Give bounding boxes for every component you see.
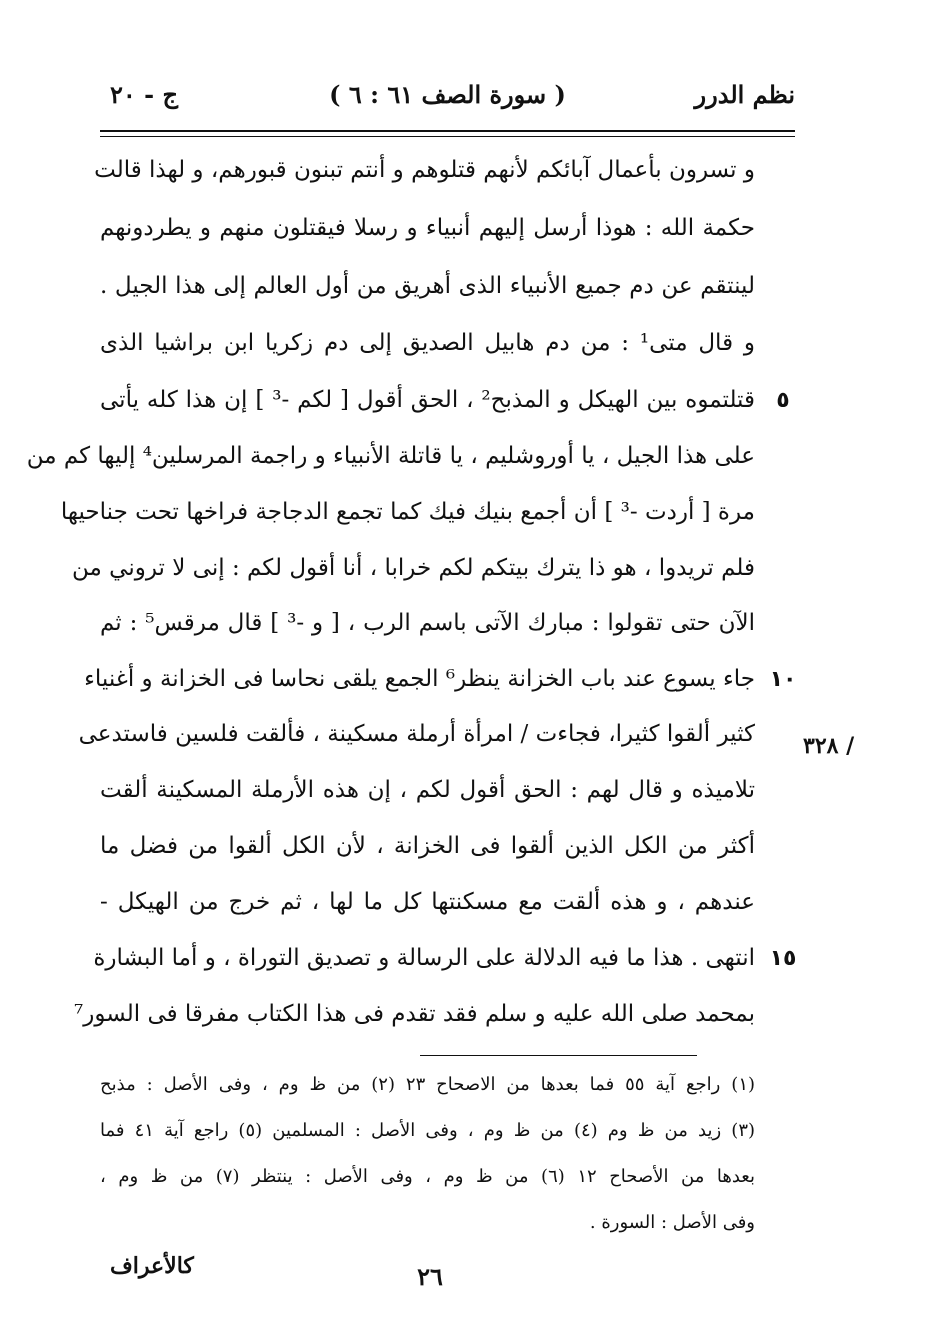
- line-number-10: ١٠: [769, 667, 797, 692]
- body-line: جاء يسوع عند باب الخزانة ينظر⁶ الجمع يلقى نحاسا فى الخزانة و أغنياء: [84, 666, 755, 692]
- footnote-separator: [420, 1055, 697, 1056]
- body-line: و تسرون بأعمال آبائكم لأنهم قتلوهم و أنتم تبنون قبورهم، و لهذا قالت: [94, 157, 755, 183]
- body-line: مرة [ أردت -³ ] أن أجمع بنيك فيك كما تجمع الدجاجة فراخها تحت جناحيها: [60, 499, 755, 525]
- manuscript-folio-marker: / ٣٢٨: [803, 733, 855, 759]
- footnote-line: وفى الأصل : السورة .: [589, 1212, 755, 1233]
- body-line: عندهم ، و هذه ألقت مع مسكنتها كل ما لها ، ثم خرج من الهيكل -: [100, 889, 755, 915]
- header-rule-thick: [100, 130, 795, 132]
- footnote-line: (١) راجع آية ٥٥ فما بعدها من الاصحاح ٢٣ (٢) من ظ وم ، وفى الأصل : مذبح: [100, 1074, 756, 1095]
- body-line: الآن حتى تقولوا : مبارك الآتى باسم الرب ، [ و -³ ] قال مرقس⁵ : ثم: [100, 610, 755, 636]
- body-line: كثير ألقوا كثيرا، فجاءت / امرأة أرملة مسكينة ، فألقت فلسين فاستدعى: [78, 721, 755, 747]
- body-line: أكثر من الكل الذين ألقوا فى الخزانة ، لأن الكل ألقوا من فضل ما: [100, 833, 755, 859]
- line-number-15: ١٥: [769, 946, 797, 971]
- header-rule-thin: [100, 136, 795, 137]
- book-title: نظم الدرر: [694, 80, 795, 109]
- body-line: انتهى . هذا ما فيه الدلالة على الرسالة و تصديق التوراة ، و أما البشارة: [93, 945, 755, 971]
- body-line: لينتقم عن دم جميع الأنبياء الذى أهريق من أول العالم إلى هذا الجيل .: [100, 273, 755, 299]
- body-line: قتلتموه بين الهيكل و المذبح² ، الحق أقول [ لكم -³ ] إن هذا كله يأتى: [100, 387, 755, 413]
- page-number: ٢٦: [417, 1262, 443, 1291]
- body-line: و قال متى¹ : من دم هابيل الصديق إلى دم زكريا ابن براشيا الذى: [100, 330, 756, 356]
- body-line: تلاميذه و قال لهم : الحق أقول لكم ، إن هذه الأرملة المسكينة ألقت: [100, 777, 755, 803]
- running-header: [100, 80, 795, 124]
- footnote-line: بعدها من الأصحاح ١٢ (٦) من ظ وم ، وفى الأصل : ينتظر (٧) من ظ وم ،: [100, 1166, 755, 1187]
- line-number-5: ٥: [776, 388, 790, 413]
- body-line: فلم تريدوا ، هو ذا يترك بيتكم لكم خرابا ، أنا أقول لكم : إنى لا تروني من: [72, 555, 755, 581]
- body-line: بمحمد صلى الله عليه و سلم فقد تقدم فى هذا الكتاب مفرقا فى السور⁷: [74, 1001, 755, 1027]
- surah-reference: ( سورة الصف ٦١ : ٦ ): [329, 80, 566, 109]
- body-line: حكمة الله : هوذا أرسل إليهم أنبياء و رسلا فيقتلون منهم و يطردونهم: [100, 215, 755, 241]
- footnote-line: (٣) زيد من ظ وم (٤) من ظ وم ، وفى الأصل : المسلمين (٥) راجع آية ٤١ فما: [100, 1120, 756, 1141]
- catchword: كالأعراف: [110, 1253, 194, 1279]
- volume-number: ج - ٢٠: [110, 80, 178, 109]
- body-line: على هذا الجيل ، يا أوروشليم ، يا قاتلة الأنبياء و راجمة المرسلين⁴ إليها كم من: [26, 443, 755, 469]
